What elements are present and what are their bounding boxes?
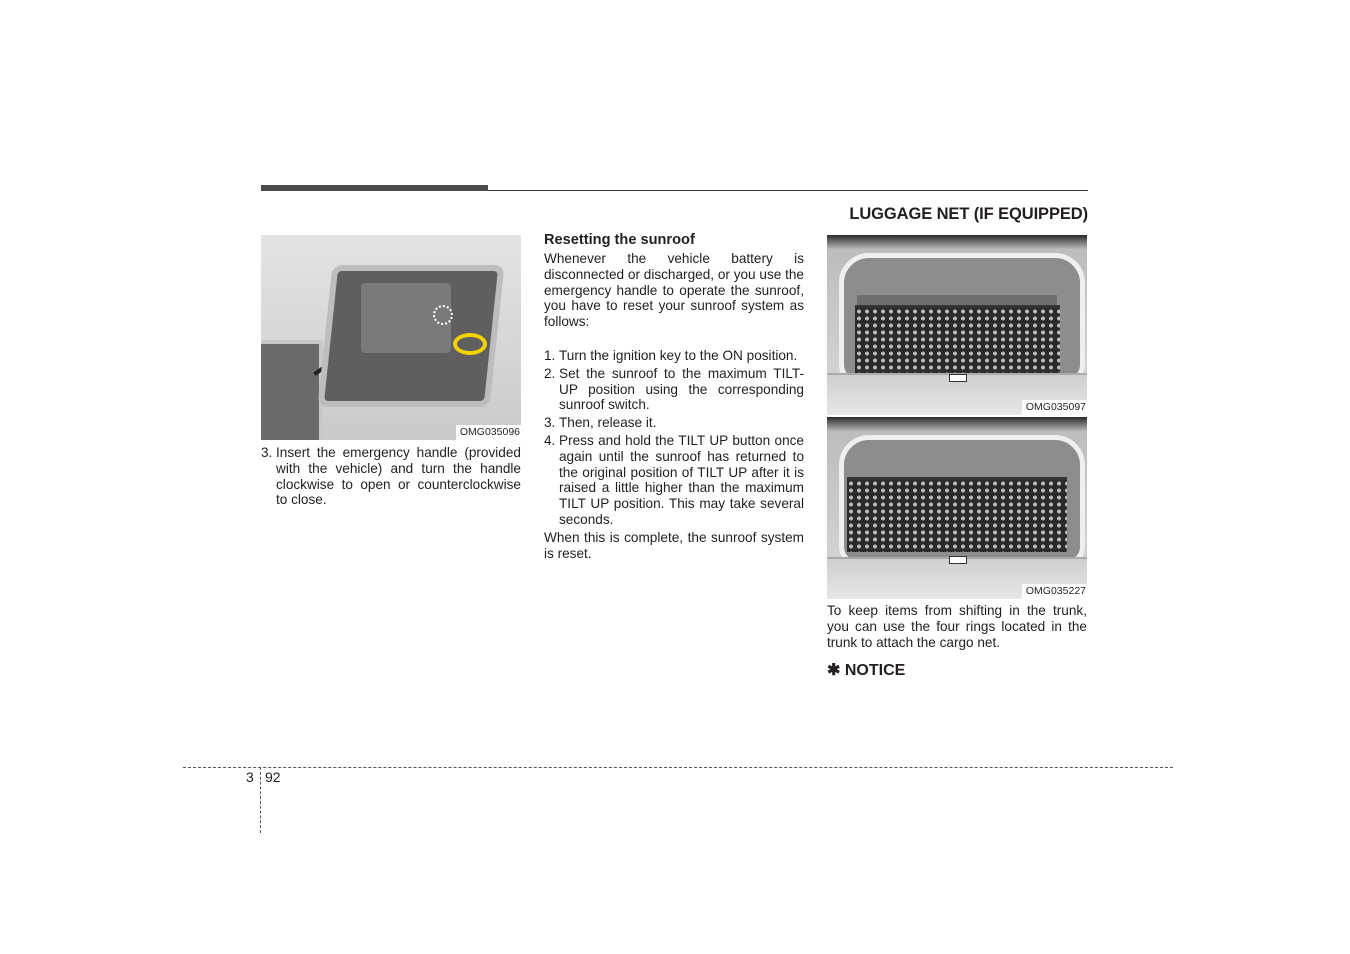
trunk-latch-icon bbox=[949, 556, 967, 564]
section-title: LUGGAGE NET (IF EQUIPPED) bbox=[849, 205, 1088, 223]
step-text: Press and hold the TILT UP button once again until the sunroof has returned to the original position of TILT UP after it is raised a little higher than the maximum TILT UP position. This may take several seconds. bbox=[559, 432, 804, 527]
header-bar bbox=[261, 185, 488, 191]
footer-vertical-dashed-rule bbox=[260, 767, 261, 833]
list-item bbox=[544, 415, 804, 431]
left-column bbox=[261, 445, 521, 508]
chapter-number: 3 bbox=[246, 769, 254, 785]
list-item bbox=[544, 348, 804, 364]
trunk-cargo-net-figure bbox=[827, 417, 1087, 599]
sunroof-emergency-handle-figure bbox=[261, 235, 521, 440]
figure-caption: OMG035096 bbox=[456, 425, 521, 440]
notice-label: NOTICE bbox=[844, 662, 906, 680]
right-column bbox=[827, 603, 1087, 679]
rotate-arrow-icon bbox=[453, 333, 487, 355]
trunk-floor-net-figure bbox=[827, 235, 1087, 415]
middle-column bbox=[544, 232, 804, 561]
overhead-console-icon bbox=[261, 340, 323, 440]
list-item bbox=[544, 366, 804, 413]
step-number: 3. bbox=[544, 415, 556, 431]
list-item bbox=[544, 433, 804, 528]
subsection-heading: Resetting the sunroof bbox=[544, 232, 695, 248]
figure-caption: OMG035097 bbox=[1022, 400, 1087, 415]
asterisk-icon: ✱ bbox=[827, 662, 841, 680]
step-number: 2. bbox=[544, 365, 556, 381]
footer-dashed-rule bbox=[183, 767, 1173, 768]
step-text: Set the sunroof to the maximum TILT-UP position using the corresponding sunroof switch. bbox=[559, 365, 804, 413]
handle-socket-icon bbox=[433, 305, 453, 325]
trunk-latch-icon bbox=[949, 374, 967, 382]
step-text: Turn the ignition key to the ON position. bbox=[559, 347, 798, 363]
conclusion-paragraph: When this is complete, the sunroof system is reset. bbox=[544, 529, 804, 561]
page-number: 92 bbox=[265, 769, 281, 785]
luggage-net-paragraph: To keep items from shifting in the trunk, you can use the four rings located in the trunk to attach the cargo net. bbox=[827, 603, 1087, 650]
step-text: Insert the emergency handle (provided with the vehicle) and turn the handle clockwise to open or counterclockwise to close. bbox=[276, 445, 521, 508]
step-number: 3. bbox=[261, 445, 273, 460]
step-number: 4. bbox=[544, 432, 556, 448]
intro-paragraph: Whenever the vehicle battery is disconnected or discharged, or you use the emergency handle to operate the sunroof, you have to reset your sunroof system as follows: bbox=[544, 251, 804, 330]
step-number: 1. bbox=[544, 347, 556, 363]
header-rule bbox=[488, 190, 1088, 191]
cargo-net-icon bbox=[855, 305, 1060, 373]
cargo-net-icon bbox=[847, 477, 1067, 552]
step-item bbox=[261, 445, 521, 508]
notice-heading bbox=[827, 663, 1087, 679]
figure-caption: OMG035227 bbox=[1022, 584, 1087, 599]
step-text: Then, release it. bbox=[559, 415, 657, 431]
reset-steps-list bbox=[544, 348, 804, 528]
